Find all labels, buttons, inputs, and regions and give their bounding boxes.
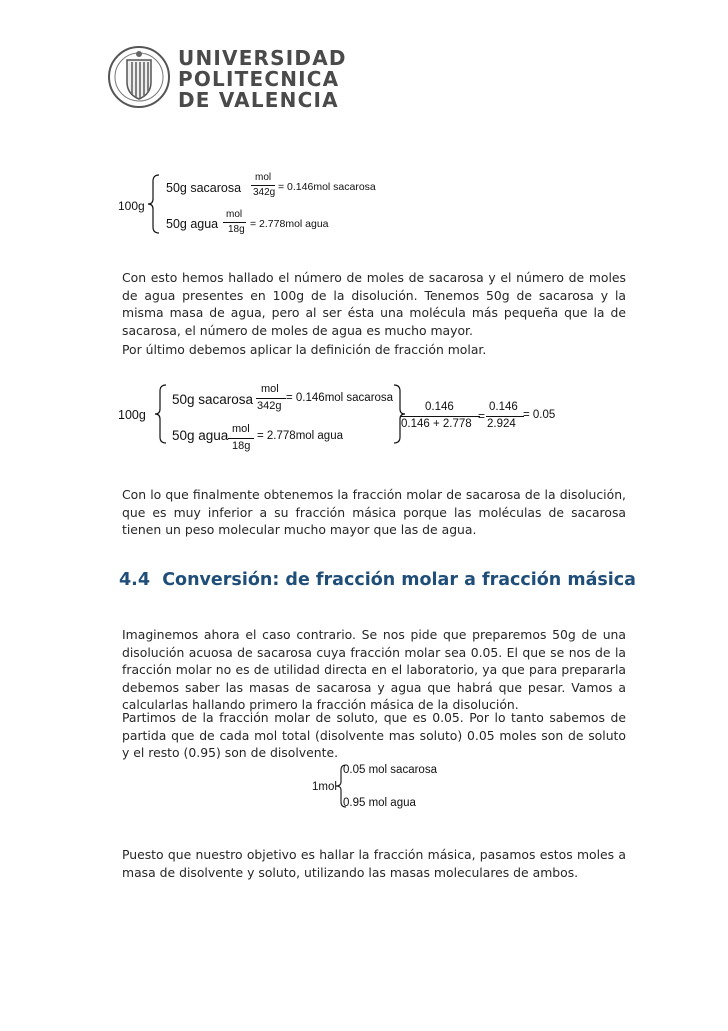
logo-line-1: UNIVERSIDAD [178,46,347,70]
section-number: 4.4 [119,570,151,590]
eq1-row1-label: 50g sacarosa [166,181,242,195]
university-logo [108,42,347,114]
eq2-result: = 0.05 [523,409,556,421]
paragraph-solute-fraction: Partimos de la fracción molar de soluto, que es 0.05. Por lo tanto sabemos de partida que de cada mol total (disolvente mas soluto) 0.05 moles son de soluto y el resto (0.95) son de disolvente. [122,710,626,761]
eq2-frac2-bar [486,416,524,417]
eq2-frac1-den: 0.146 + 2.778 [401,418,472,430]
eq2-row1-result: = 0.146mol sacarosa [286,392,394,404]
eq2-row2-label: 50g agua [172,428,229,443]
eq2-equals: = [478,409,486,423]
paragraph-molar-fraction-result: Con lo que finalmente obtenemos la fracción molar de sacarosa de la disolución, que es muy inferior a su fracción másica porque las moléculas de sacarosa tienen un peso molecular mucho mayor que las de agua. [122,487,626,538]
eq2-row2-bar [228,438,254,439]
eq2-left-brace [154,384,168,444]
university-shield-icon [108,42,170,112]
eq2-frac1-num: 0.146 [425,401,454,413]
eq2-row2-result: = 2.778mol agua [257,430,343,442]
equation-moles-small [118,168,418,248]
eq1-row1-result: = 0.146mol sacarosa [278,181,376,193]
eq2-frac2-den: 2.924 [487,418,516,430]
eq1-total: 100g [118,199,145,213]
eq1-row2-den: 18g [228,224,245,235]
equation-mole-split [312,760,472,812]
logo-line-2: POLITECNICA [178,67,340,91]
eq1-row2-label: 50g agua [166,217,219,231]
paragraph-mass-conversion: Puesto que nuestro objetivo es hallar la fracción másica, pasamos estos moles a masa de disolvente y soluto, utilizando las masas moleculares de ambos. [122,847,626,880]
eq2-frac2-num: 0.146 [489,401,518,413]
eq2-right-brace [392,384,406,444]
paragraph-moles-explanation: Con esto hemos hallado el número de moles de sacarosa y el número de moles de agua presentes en 100g de la disolución. Tenemos 50g de sacarosa y la misma masa de agua, pero al ser ésta una molécula más pequeña que la de sacarosa, el número de moles de agua es mucho mayor. [122,270,626,338]
logo-line-3: DE VALENCIA [178,88,339,112]
eq3-total: 1mol [312,781,337,793]
eq2-row1-label: 50g sacarosa [172,392,254,407]
eq2-row2-den: 18g [232,440,251,452]
eq2-row1-num: mol [261,383,279,395]
eq3-row1: 0.05 mol sacarosa [343,764,437,776]
eq2-row1-bar [256,398,286,399]
section-heading [119,570,636,590]
eq1-row1-den: 342g [253,187,276,198]
equation-molar-fraction [118,380,578,460]
eq2-frac1-bar [400,416,480,417]
eq1-row2-bar [223,222,246,223]
eq1-row1-num: mol [255,172,272,183]
eq2-total: 100g [118,408,146,422]
eq1-row2-num: mol [226,209,243,220]
eq3-row2: 0.95 mol agua [343,797,416,809]
section-title: Conversión: de fracción molar a fracción másica [162,570,636,590]
eq2-row1-den: 342g [257,400,282,412]
eq1-row1-bar [251,185,275,186]
paragraph-molar-fraction-intro: Por último debemos aplicar la definición de fracción molar. [122,342,487,357]
eq2-row2-num: mol [232,423,250,435]
eq1-left-brace [147,174,161,234]
paragraph-reverse-case: Imaginemos ahora el caso contrario. Se nos pide que preparemos 50g de una disolución acuosa de sacarosa cuya fracción molar sea 0.05. El que se nos de la fracción molar no es de utilidad directa en el laboratorio, ya que para prepararla debemos saber las masas de sacarosa y agua que habrá que pesar. Vamos a calcularlas hallando primero la fracción másica de la disolución. [122,627,626,713]
eq1-row2-result: = 2.778mol agua [250,218,329,230]
